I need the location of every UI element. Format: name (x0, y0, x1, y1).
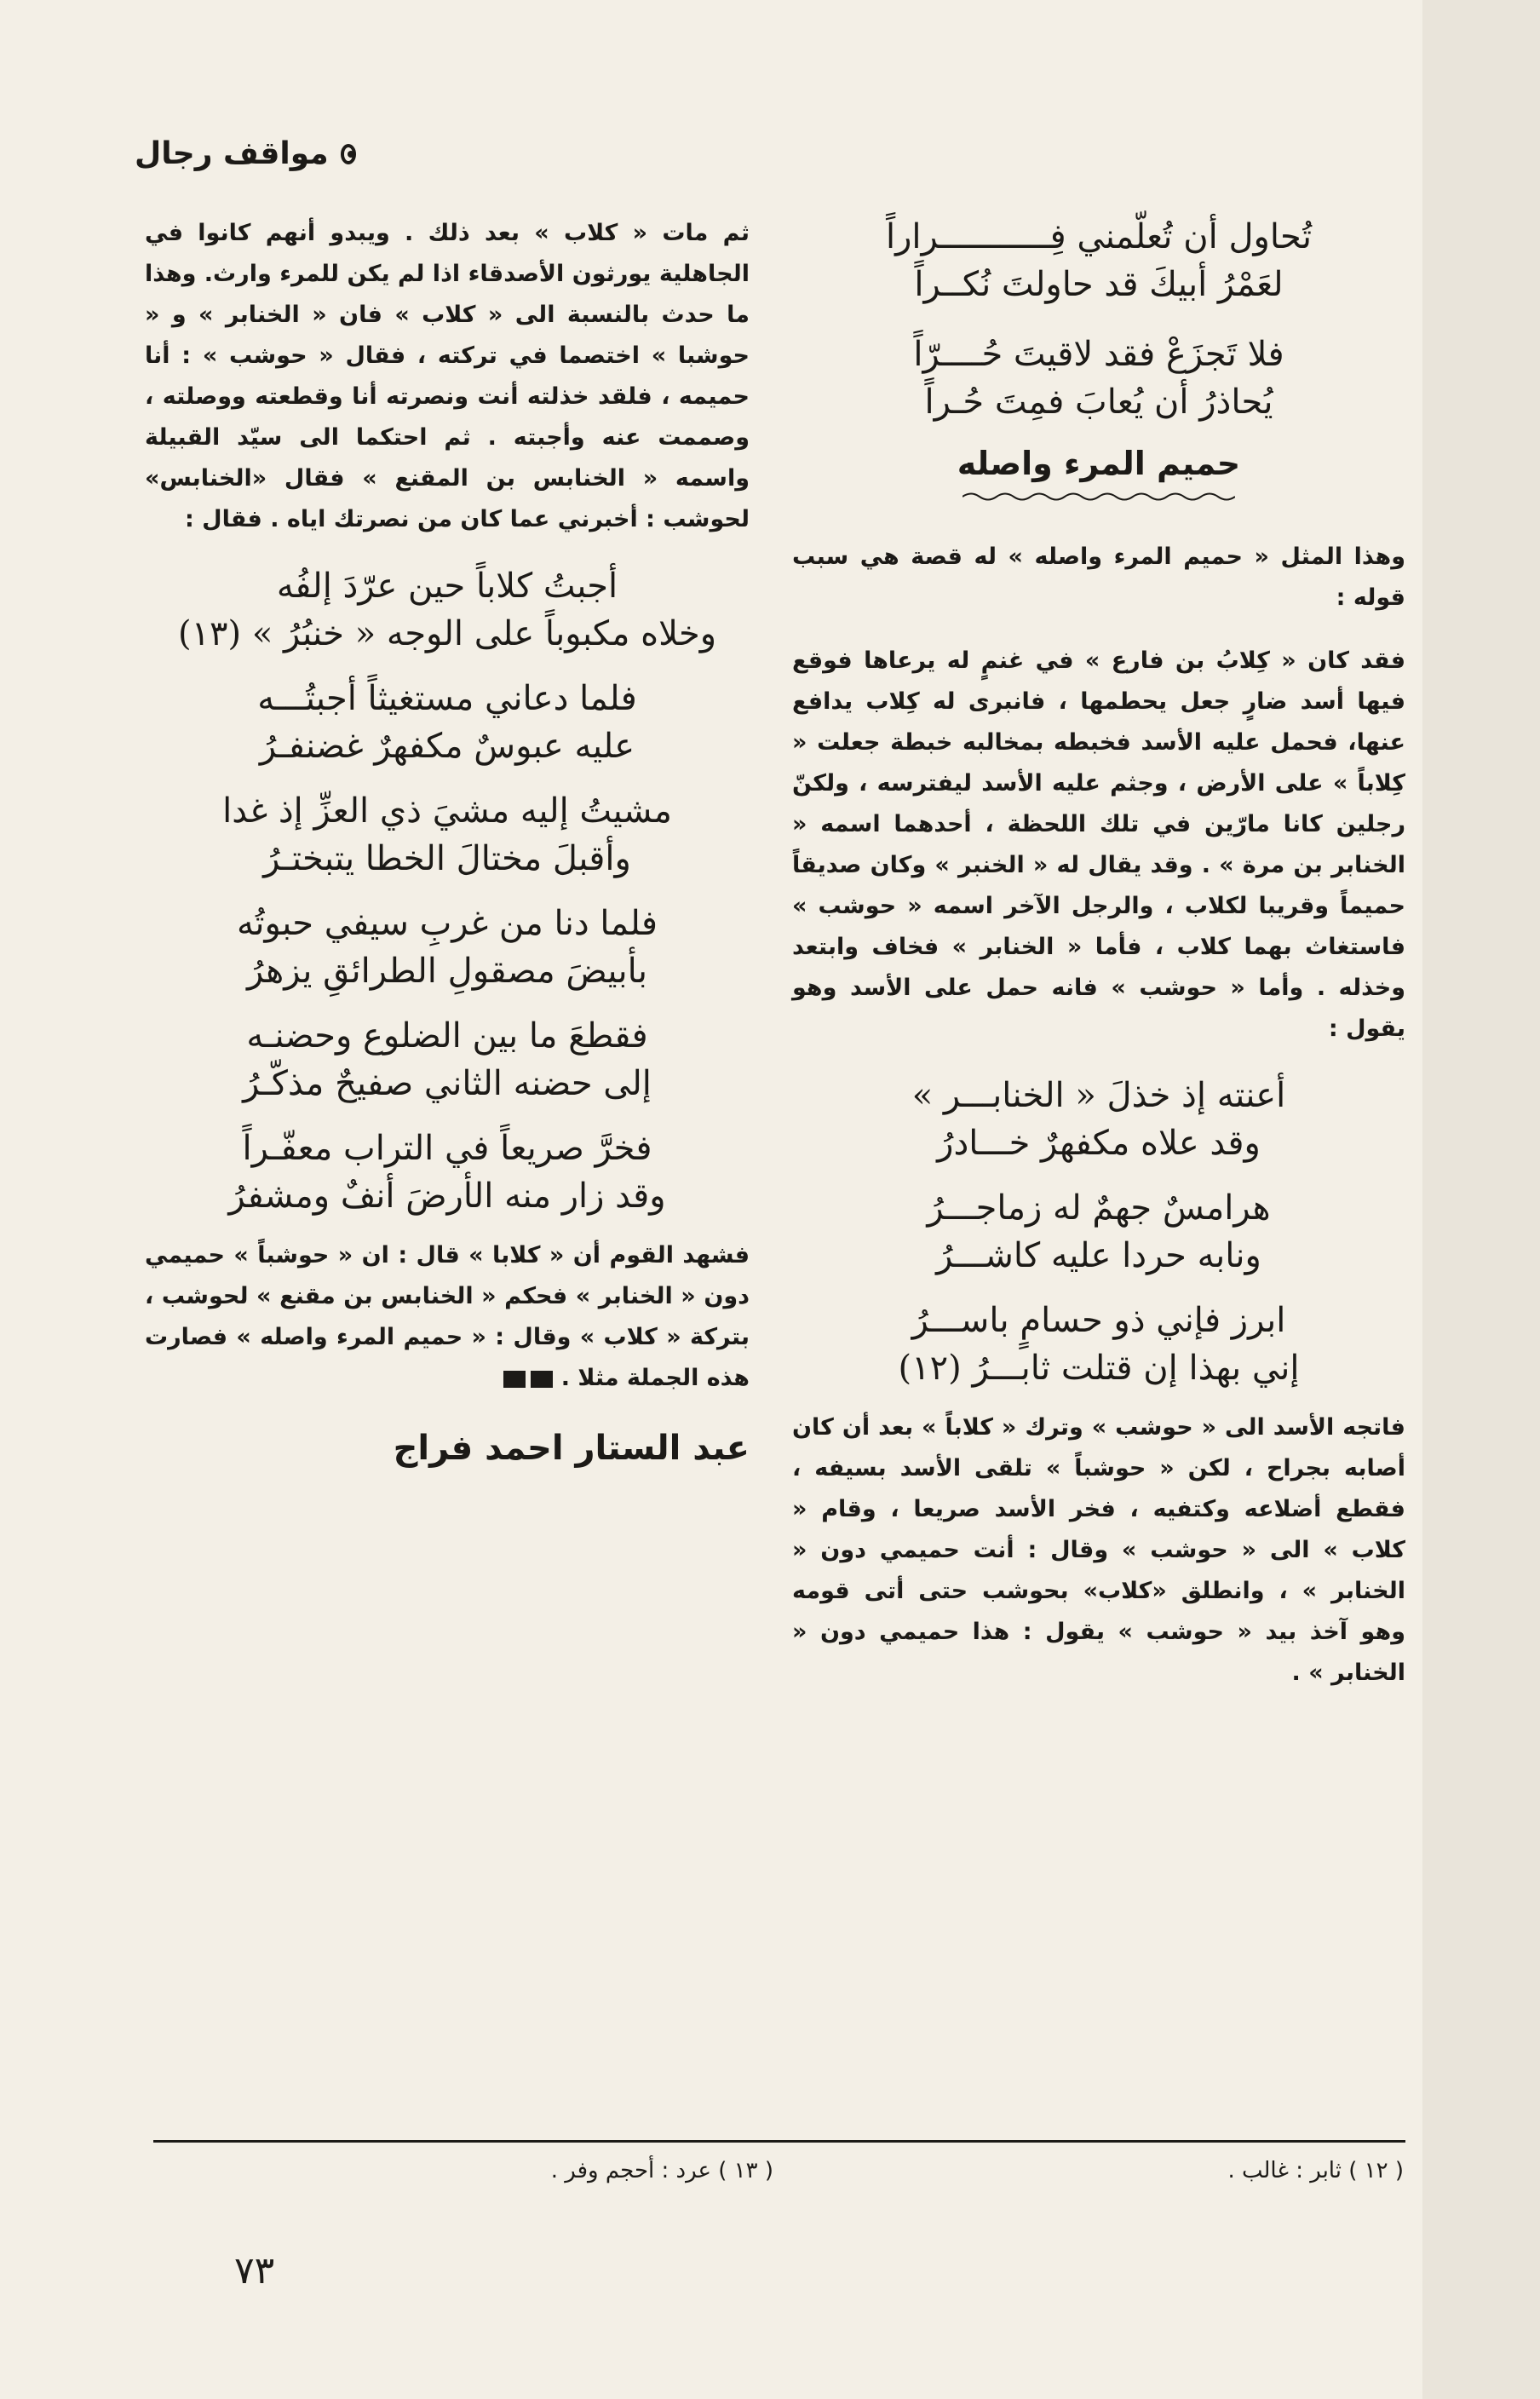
verse-line: لعَمْرُ أبيكَ قد حاولتَ نُكــراً (914, 265, 1284, 304)
verse-line: فقطعَ ما بين الضلوع وحضنـه (246, 1016, 648, 1056)
poem-3 (145, 562, 750, 1220)
closing-text: فشهد القوم أن « كلابا » قال : ان « حوشباً » حميمي دون « الخنابر » فحكم « الخنابس بن مقنع » لحوشب ، بتركة « كلاب » وقال : « حميم المرء واصله » فصارت هذه الجملة مثلا . (145, 1242, 750, 1391)
opening-paragraph: ثم مات « كلاب » بعد ذلك . ويبدو أنهم كانوا في الجاهلية يورثون الأصدقاء اذا لم يكن للمرء وارث. وهذا ما حدث بالنسبة الى « كلاب » فان « الخنابر » و « حوشبا » اختصما في تركته ، فقال « حوشب » : أنا حميمه ، فلقد خذلته أنت ونصرته أنا وقطعته ووصلته ، وصممت عنه وأجبته . ثم احتكما الى سيّد القبيلة واسمه « الخنابس بن المقنع » فقال «الخنابس» لحوشب : أخبرني عما كان من نصرتك اياه . فقال : (145, 220, 750, 532)
left-column (145, 213, 750, 1469)
end-of-article-icon (503, 1371, 526, 1388)
footnote-rule (153, 2140, 1405, 2143)
verse-line: وقد زار منه الأرضَ أنفٌ ومشفرُ (228, 1176, 666, 1216)
verse-line: ابرز فإني ذو حسامٍ باســـرُ (911, 1301, 1286, 1340)
verse-line: بأبيضَ مصقولِ الطرائقِ يزهرُ (247, 952, 647, 991)
story-paragraph: فقد كان « كِلابُ بن فارع » في غنمٍ له يرعاها فوقع فيها أسد ضارٍ جعل يحطمها ، فانبرى له كِلاب يدافع عنها، فحمل عليه الأسد فخبطه بمخالبه خبطة جعلت « كِلاباً » على الأرض ، وجثم عليه الأسد ليفترسه ، ولكنّ رجلين كانا مارّين في تلك اللحظة ، أحدهما اسمه « الخنابر بن مرة » . وقد يقال له « الخنبر » وكان صديقاً حميماً وقريبا لكلاب ، والرجل الآخر اسمه « حوشب » فاستغاث بهما كلاب ، فأما « الخنابر » فخاف وابتعد وخذله . وأما « حوشب » فانه حمل على الأسد وهو يقول : (792, 647, 1405, 1042)
verse-line: مشيتُ إليه مشيَ ذي العزِّ إذ غدا (222, 791, 672, 831)
closing-paragraph: فاتجه الأسد الى « حوشب » وترك « كلاباً » بعد أن كان أصابه بجراح ، لكن « حوشباً » تلقى الأسد بسيفه ، فقطع أضلاعه وكتفيه ، فخر الأسد صريعا ، وقام « كلاب » الى « حوشب » وقال : أنت حميمي دون « الخنابر » ، وانطلق «كلاب» بحوشب حتى أتى قومه وهو آخذ بيد « حوشب » يقول : هذا حميمي دون « الخنابر » . (792, 1414, 1405, 1686)
verse-line: فلما دنا من غربِ سيفي حبوتُه (236, 904, 658, 943)
author-signature: عبد الستار احمد فراج (393, 1429, 750, 1468)
verse-line: أجبتُ كلاباً حين عرّدَ إلفُه (276, 567, 618, 606)
bullet-icon (341, 144, 356, 164)
verse-line: يُحاذرُ أن يُعابَ فمِتَ حُـراً (924, 383, 1273, 422)
verse-line: هرامسٌ جهمٌ له زماجـــرُ (927, 1188, 1271, 1228)
footnote-12: ( ١٢ ) ثابر : غالب . (1227, 2158, 1404, 2183)
verse-line: وقد علاه مكفهرٌ خـــادرُ (937, 1124, 1261, 1163)
page-edge (1422, 0, 1540, 2399)
verse-line: أعنته إذ خذلَ « الخنابـــر » (911, 1076, 1286, 1115)
verse-line: فلا تَجزَعْ فقد لاقيتَ حُــــرّاً (913, 335, 1284, 374)
verse-line: إلى حضنه الثاني صفيحٌ مذكّـرُ (243, 1064, 652, 1103)
page-number: ٧٣ (234, 2249, 275, 2293)
verse-line: عليه عبوسٌ مكفهرٌ غضنفـرُ (259, 727, 635, 766)
verse-line: ونابه حردا عليه كاشـــرُ (936, 1236, 1261, 1275)
end-of-article-icon (531, 1371, 553, 1388)
verse-line: وأقبلَ مختالَ الخطا يتبختـرُ (263, 839, 631, 878)
verse-line: إني بهذا إن قتلت ثابـــرُ (١٢) (898, 1349, 1300, 1388)
wavy-divider-icon (962, 491, 1235, 503)
verse-line: فلما دعاني مستغيثاً أجبتُـــه (257, 679, 637, 718)
intro-paragraph: وهذا المثل « حميم المرء واصله » له قصة هي سبب قوله : (792, 544, 1405, 611)
header-title: مواقف رجال (135, 136, 329, 171)
closing-paragraph (145, 1235, 750, 1399)
section-title: حميم المرء واصله (957, 445, 1241, 482)
poem-2 (792, 1072, 1405, 1392)
verse-line: تُحاول أن تُعلّمني فِـــــــــــراراً (886, 217, 1312, 256)
poem-1 (792, 213, 1405, 426)
verse-line: وخلاه مكبوباً على الوجه « خنبُرُ » (١٣) (177, 614, 717, 653)
footnote-13: ( ١٣ ) عرد : أحجم وفر . (550, 2158, 773, 2183)
verse-line: فخرَّ صريعاً في التراب معفّـراً (242, 1129, 652, 1168)
right-column (792, 213, 1405, 1716)
running-header (135, 136, 356, 171)
